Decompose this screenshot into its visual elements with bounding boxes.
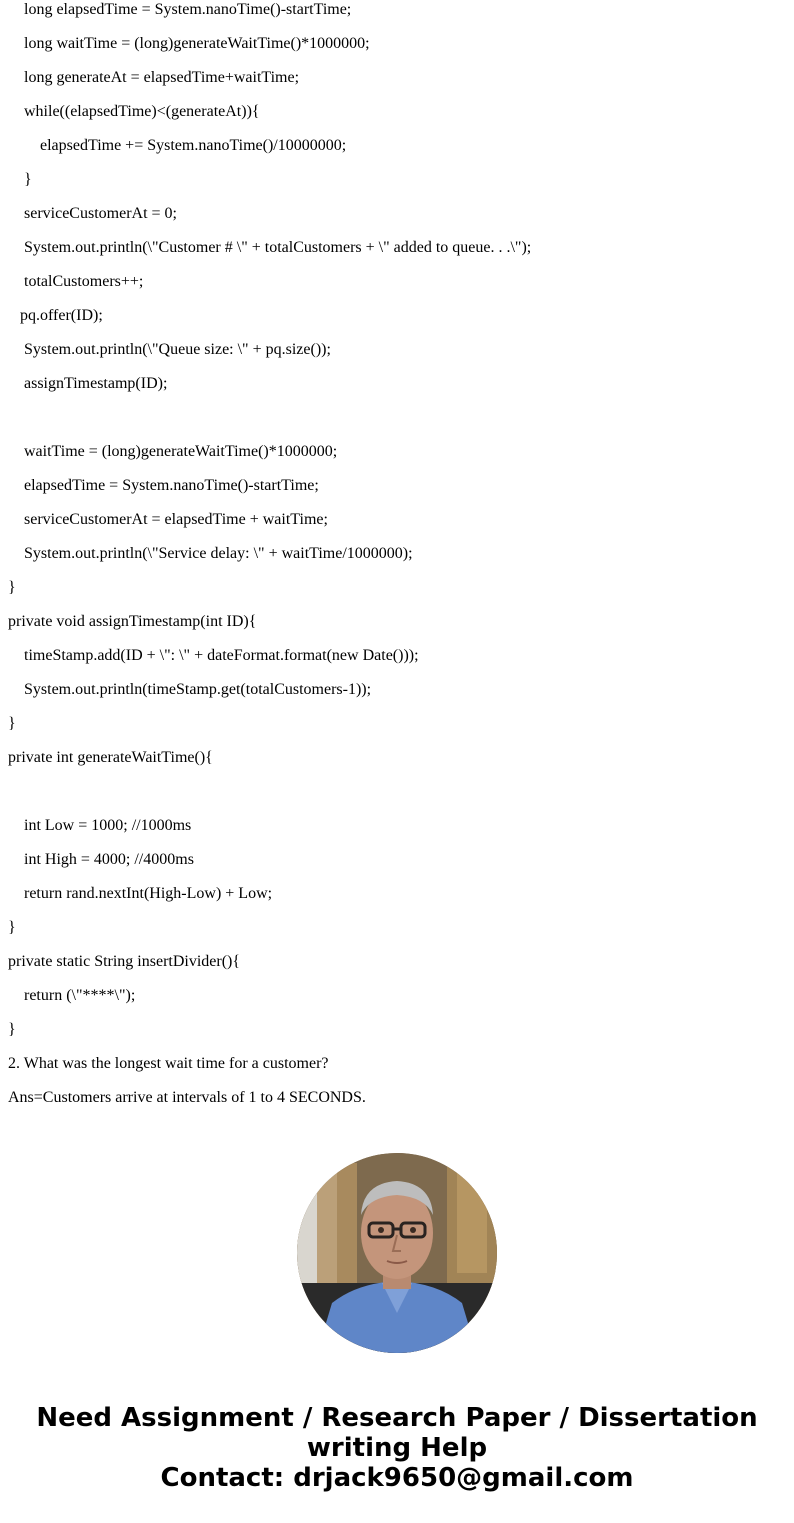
text-line: private void assignTimestamp(int ID){	[8, 613, 257, 630]
text-line: private int generateWaitTime(){	[8, 749, 213, 766]
text-line: System.out.println(\"Service delay: \" + waitTime/1000000);	[24, 545, 413, 562]
promo-contact: Contact: drjack9650@gmail.com	[160, 1463, 634, 1493]
text-line: int Low = 1000; //1000ms	[24, 817, 192, 834]
text-line: return (\"****\");	[24, 987, 136, 1004]
promo-banner	[0, 1403, 794, 1493]
text-line: timeStamp.add(ID + \": \" + dateFormat.format(new Date()));	[24, 647, 419, 664]
text-line: }	[8, 1021, 16, 1038]
text-line: elapsedTime = System.nanoTime()-startTime;	[24, 477, 319, 494]
text-line: long generateAt = elapsedTime+waitTime;	[24, 69, 300, 86]
text-line: System.out.println(timeStamp.get(totalCustomers-1));	[24, 681, 372, 698]
text-line: serviceCustomerAt = elapsedTime + waitTime;	[24, 511, 328, 528]
text-line: assignTimestamp(ID);	[24, 375, 168, 392]
author-photo-icon	[297, 1153, 497, 1353]
text-line: private static String insertDivider(){	[8, 953, 241, 970]
text-line: while((elapsedTime)<(generateAt)){	[24, 103, 260, 120]
text-line: pq.offer(ID);	[20, 307, 103, 324]
text-line: waitTime = (long)generateWaitTime()*1000000;	[24, 443, 338, 460]
text-line: serviceCustomerAt = 0;	[24, 205, 177, 222]
text-line: System.out.println(\"Queue size: \" + pq.size());	[24, 341, 331, 358]
text-line: }	[8, 715, 16, 732]
text-line: long elapsedTime = System.nanoTime()-startTime;	[24, 1, 352, 18]
text-line: long waitTime = (long)generateWaitTime()*1000000;	[24, 35, 370, 52]
question-text: 2. What was the longest wait time for a customer?	[8, 1055, 329, 1072]
promo-line-1: Need Assignment / Research Paper / Dissertation	[36, 1403, 758, 1433]
text-line: elapsedTime += System.nanoTime()/10000000;	[40, 137, 347, 154]
text-line: }	[24, 171, 32, 188]
answer-text: Ans=Customers arrive at intervals of 1 to 4 SECONDS.	[8, 1089, 366, 1106]
author-avatar	[297, 1153, 497, 1353]
text-line: }	[8, 919, 16, 936]
text-line: return rand.nextInt(High-Low) + Low;	[24, 885, 273, 902]
text-line: }	[8, 579, 16, 596]
text-line: totalCustomers++;	[24, 273, 144, 290]
promo-line-2: writing Help	[306, 1433, 488, 1463]
text-line: System.out.println(\"Customer # \" + totalCustomers + \" added to queue. . .\");	[24, 239, 532, 256]
text-line: int High = 4000; //4000ms	[24, 851, 194, 868]
